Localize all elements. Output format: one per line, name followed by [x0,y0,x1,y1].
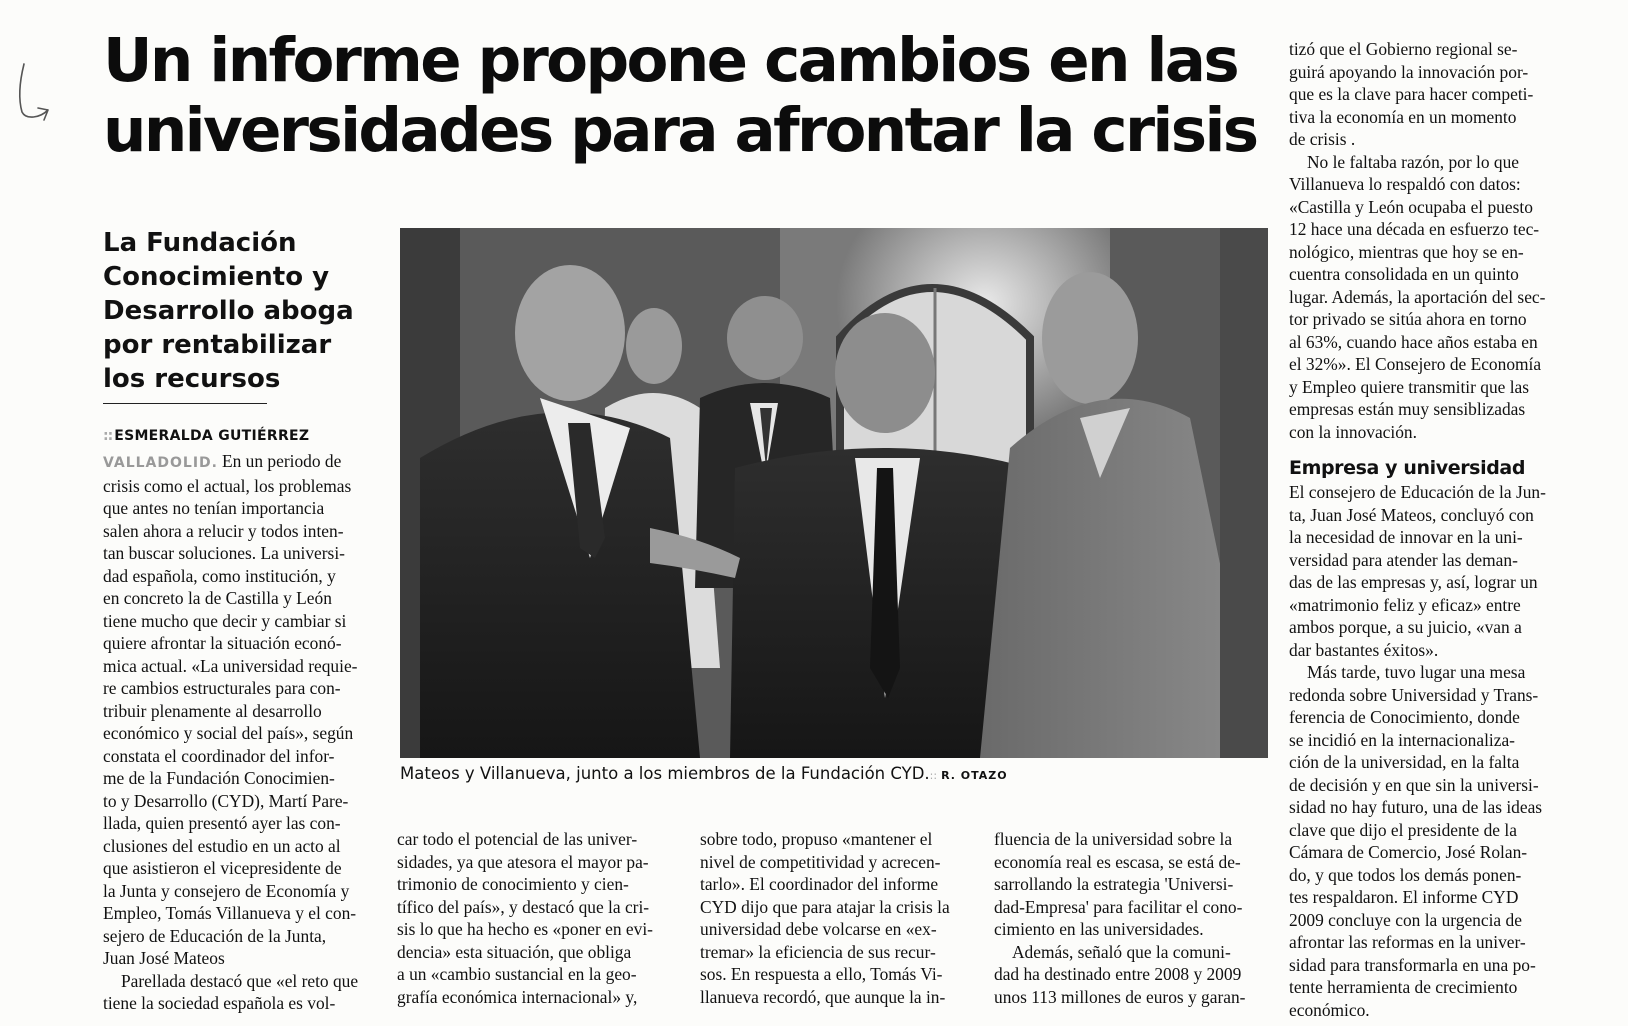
article-line: cimiento en las universidades. [994,919,1204,939]
article-line: llada, quien presentó ayer las con- [103,813,341,833]
subheadline-rule [103,403,267,404]
article-line: salen ahora a relucir y todos inten- [103,520,344,541]
article-line: y Empleo quiere transmitir que las [1289,376,1530,397]
article-line: tribuir plenamente al desarrollo [103,700,322,721]
article-line: dencia» esta situación, que obliga [397,941,632,962]
article-line: nológico, mientras que hoy se en- [1289,241,1524,262]
article-line: que asistieron el vicepresidente de [103,858,342,878]
article-line: Villanueva lo respaldó con datos: [1289,174,1521,194]
article-line: lugar. Además, la aportación del sec- [1289,286,1546,307]
credit-marker: :: [929,769,938,782]
article-line: me de la Fundación Conocimien- [103,768,335,788]
article-line: do, y que todos los demás ponen- [1289,864,1522,885]
headline [103,26,1313,166]
article-line: mica actual. «La universidad requie- [103,655,358,676]
article-line: sejero de Educación de la Junta, [103,925,327,946]
subheadline-line: La Fundación [103,228,297,258]
article-line: tífico del país», y destacó que la cri- [397,896,650,917]
article-line: económico y social del país», según [103,723,354,743]
byline [103,428,309,444]
article-line: fluencia de la universidad sobre la [994,829,1233,849]
article-line: en concreto la de Castilla y León [103,588,332,608]
article-line: de decisión y en que sin la universi- [1289,774,1539,795]
article-line: sos. En respuesta a ello, Tomás Vi- [700,964,943,984]
headline-line-1: Un informe propone cambios en las [103,25,1238,96]
article-line: sarrollando la estrategia 'Universi- [994,874,1234,894]
article-line: con la innovación. [1289,421,1417,442]
article-line: tarlo». El coordinador del informe [700,874,939,894]
headline-line-2: universidades para afrontar la crisis [103,95,1257,166]
article-column-4 [994,828,1269,1008]
article-line: Juan José Mateos [103,948,225,968]
byline-author: ESMERALDA GUTIÉRREZ [114,428,310,444]
article-line: Parellada destacó que «el reto que [121,970,359,991]
article-column-5 [1289,38,1564,1021]
article-line: ferencia de Conocimiento, donde [1289,707,1520,727]
article-line: clusiones del estudio en un acto al [103,835,341,856]
article-line: No le faltaba razón, por lo que [1307,151,1519,172]
article-line: a un «cambio sustancial en la geo- [397,964,637,984]
article-line: dad ha destinado entre 2008 y 2009 [994,964,1242,984]
article-line: ambos porque, a su juicio, «van a [1289,617,1522,637]
article-line: cuentra consolidada en un quinto [1289,264,1519,284]
article-line: «matrimonio feliz y eficaz» entre [1289,594,1521,615]
article-line: clave que dijo el presidente de la [1289,819,1517,840]
article-line: 2009 concluye con la urgencia de [1289,909,1522,930]
article-column-2 [397,828,672,1008]
article-line: crisis como el actual, los problemas [103,475,352,496]
article-line: que es la clave para hacer competi- [1289,84,1534,104]
section-heading: Empresa y universidad [1289,457,1526,479]
article-line: Empleo, Tomás Villanueva y el con- [103,903,357,923]
article-line: tizó que el Gobierno regional se- [1289,39,1518,59]
article-line: universidad debe volcarse en «ex- [700,919,937,939]
article-line: tiva la economía en un momento [1289,106,1517,127]
article-line: que antes no tenían importancia [103,498,325,518]
article-line: sobre todo, propuso «mantener el [700,829,933,849]
article-line: afrontar las reformas en la univer- [1289,932,1526,952]
article-line: ción de la universidad, en la falta [1289,752,1520,772]
article-line: tes respaldaron. El informe CYD [1289,887,1519,907]
article-line: se incidió en la internacionaliza- [1289,729,1515,750]
news-photo [400,228,1268,758]
article-line: sidad para transformarla en una po- [1289,954,1536,975]
article-line: de crisis . [1289,129,1356,149]
article-line: sis lo que ha hecho es «poner en evi- [397,919,653,939]
article-line: la Junta y consejero de Economía y [103,880,350,901]
dateline: VALLADOLID. [103,455,218,471]
article-line: trimonio de conocimiento y cien- [397,874,629,894]
article-line: Más tarde, tuvo lugar una mesa [1307,662,1526,682]
article-line: el 32%». El Consejero de Economía [1289,354,1542,374]
article-line: quiere afrontar la situación econó- [103,633,342,653]
article-line: nivel de competitividad y acrecen- [700,851,941,872]
photo-credit: R. OTAZO [941,769,1008,782]
article-line: redonda sobre Universidad y Trans- [1289,684,1539,705]
article-line: la necesidad de innovar en la uni- [1289,527,1523,547]
article-line: dad española, como institución, y [103,565,336,586]
article-line: car todo el potencial de las univer- [397,829,638,849]
subheadline-line: por rentabilizar [103,330,332,360]
article-line: das de las empresas y, así, lograr un [1289,572,1538,592]
byline-marker: :: [103,428,113,444]
article-line: tor privado se sitúa ahora en torno [1289,309,1527,329]
photo-caption [400,764,1008,783]
article-line: empresas están muy sensiblizadas [1289,399,1526,419]
article-line: to y Desarrollo (CYD), Martí Pare- [103,790,349,811]
article-column-1 [103,450,378,1015]
article-line: ta, Juan José Mateos, concluyó con [1289,504,1534,525]
article-line: guirá apoyando la innovación por- [1289,61,1529,82]
article-line: tente herramienta de crecimiento [1289,977,1518,997]
subheadline [103,226,373,396]
subheadline-line: los recursos [103,364,281,394]
article-line: economía real es escasa, se está de- [994,851,1241,872]
pencil-mark [14,60,58,134]
article-line: unos 113 millones de euros y garan- [994,986,1246,1007]
article-line: sidades, ya que atesora el mayor pa- [397,851,649,872]
caption-text: Mateos y Villanueva, junto a los miembros de la Fundación CYD. [400,764,930,783]
article-line: Además, señaló que la comuni- [1012,941,1231,962]
article-line: El consejero de Educación de la Jun- [1289,482,1546,502]
article-line: dad-Empresa' para facilitar el cono- [994,896,1243,917]
article-line: tremar» la eficiencia de sus recur- [700,941,936,962]
subheadline-line: Conocimiento y [103,262,330,292]
article-line: tan buscar soluciones. La universi- [103,543,345,563]
article-line: llanueva recordó, que aunque la in- [700,986,946,1007]
article-line: versidad para atender las deman- [1289,549,1518,570]
article-line: VALLADOLID. En un periodo de [103,451,342,471]
article-line: 12 hace una década en esfuerzo tec- [1289,219,1540,239]
article-line: Cámara de Comercio, José Rolan- [1289,842,1528,862]
article-line: CYD dijo que para atajar la crisis la [700,896,950,917]
article-line: tiene la sociedad española es vol- [103,993,336,1013]
article-line: sidad no hay futuro, una de las ideas [1289,797,1543,817]
article-line: constata el coordinador del infor- [103,745,335,766]
article-line: dar bastantes éxitos». [1289,639,1439,660]
article-column-3 [700,828,975,1008]
subheadline-line: Desarrollo aboga [103,296,354,326]
article-line: económico. [1289,999,1370,1020]
article-line: «Castilla y León ocupaba el puesto [1289,196,1533,217]
article-line: grafía económica internacional» y, [397,986,638,1007]
article-line: al 63%, cuando hace años estaba en [1289,331,1538,352]
article-line: tiene mucho que decir y cambiar si [103,610,347,631]
article-line: re cambios estructurales para con- [103,678,341,698]
